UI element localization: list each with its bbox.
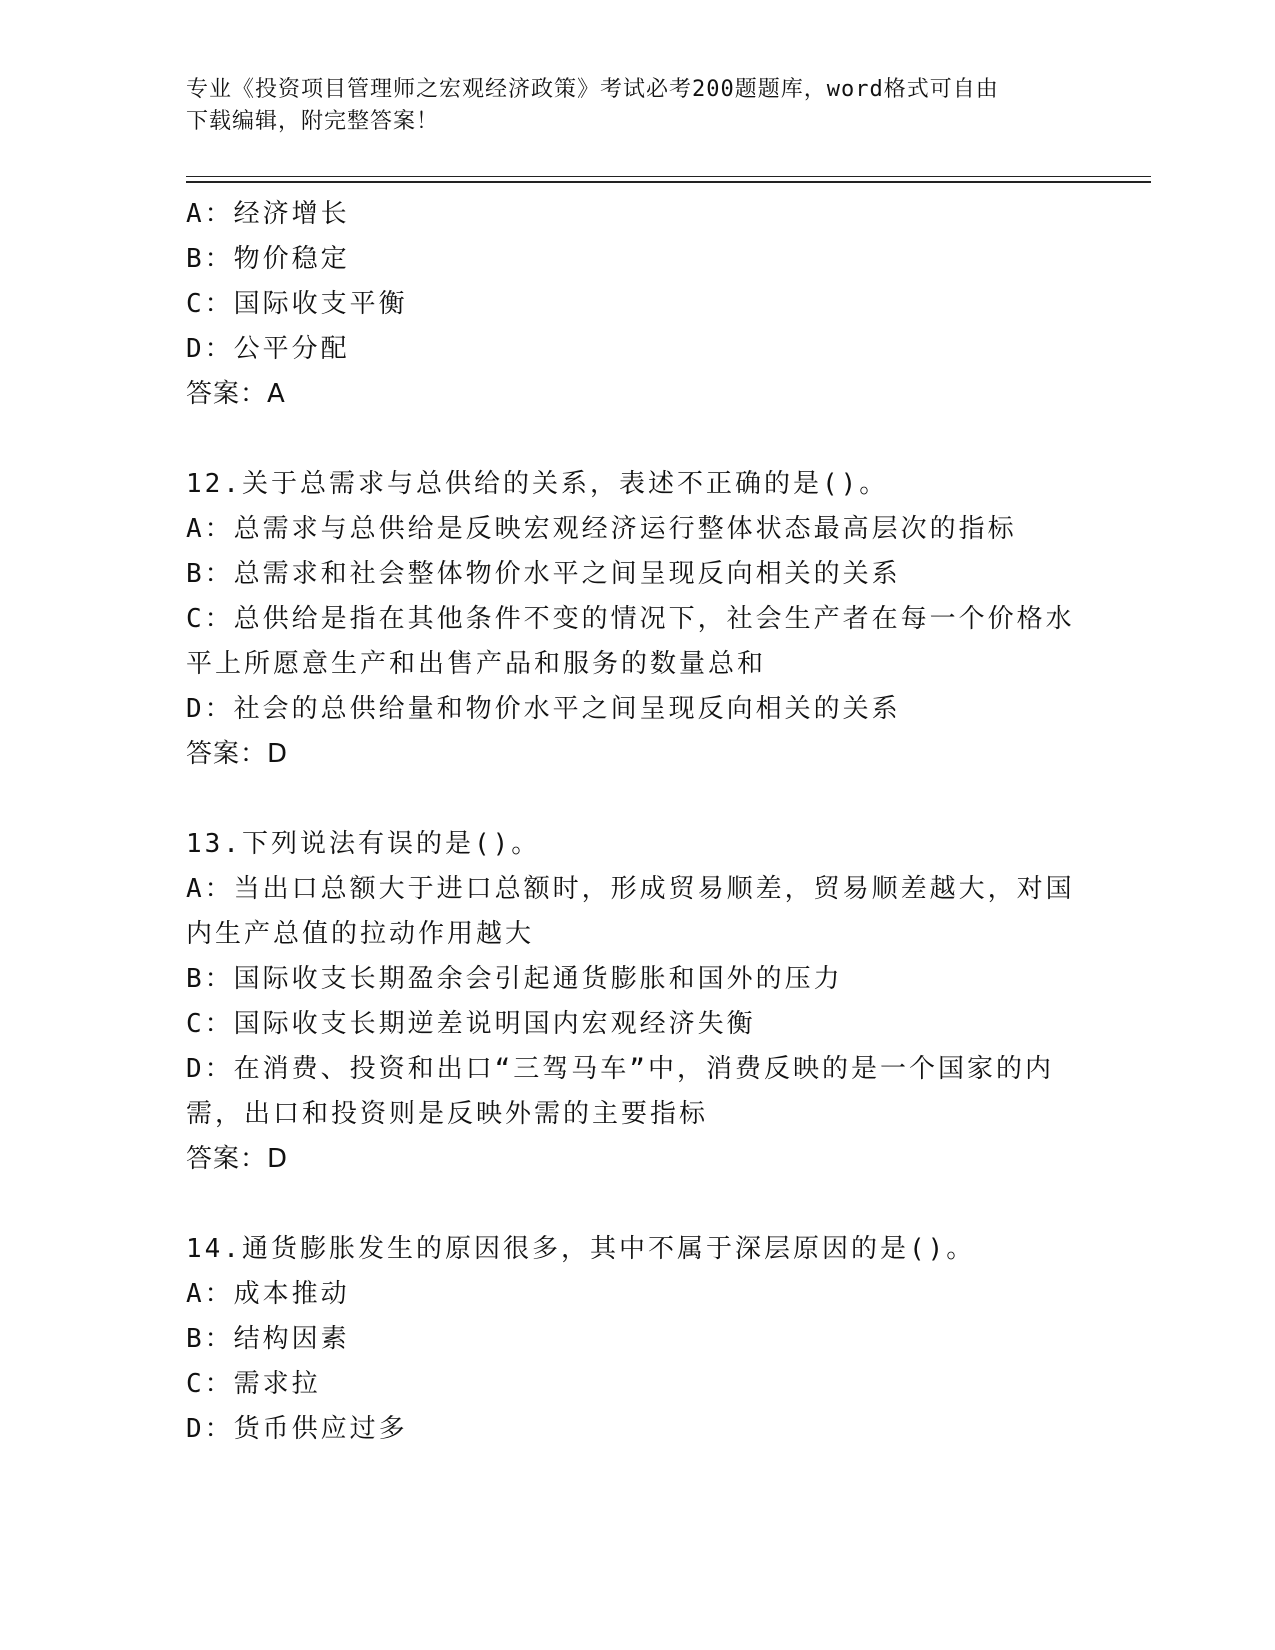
answer: 答案：D [186, 739, 289, 769]
option-a: A：总需求与总供给是反映宏观经济运行整体状态最高层次的指标 [186, 514, 1017, 544]
answer: 答案：D [186, 1144, 289, 1174]
option-c: C：国际收支长期逆差说明国内宏观经济失衡 [186, 1009, 756, 1039]
option-d: D：公平分配 [186, 334, 350, 364]
option-b: B：国际收支长期盈余会引起通货膨胀和国外的压力 [186, 964, 843, 994]
option-a-line-2: 内生产总值的拉动作用越大 [186, 919, 535, 949]
spacer [186, 1182, 1086, 1227]
option-d: D：货币供应过多 [186, 1414, 408, 1444]
answer: 答案：A [186, 379, 286, 409]
option-d-line-1: D：在消费、投资和出口“三驾马车”中，消费反映的是一个国家的内 [186, 1054, 1054, 1084]
option-b: B：总需求和社会整体物价水平之间呈现反向相关的关系 [186, 559, 901, 589]
document-header [186, 74, 1066, 138]
option-b: B：物价稳定 [186, 244, 350, 274]
option-c-line-2: 平上所愿意生产和出售产品和服务的数量总和 [186, 649, 767, 679]
question-block-13 [186, 822, 1086, 1182]
header-rule-thick [186, 181, 1151, 183]
header-rule-thin [186, 176, 1151, 177]
option-a-line-1: A：当出口总额大于进口总额时，形成贸易顺差，贸易顺差越大，对国 [186, 874, 1075, 904]
option-a: A：经济增长 [186, 199, 350, 229]
question-block-12 [186, 462, 1086, 777]
option-c: C：需求拉 [186, 1369, 321, 1399]
option-c: C：国际收支平衡 [186, 289, 408, 319]
spacer [186, 417, 1086, 462]
option-d-line-2: 需，出口和投资则是反映外需的主要指标 [186, 1099, 709, 1129]
option-d: D：社会的总供给量和物价水平之间呈现反向相关的关系 [186, 694, 901, 724]
header-title-line-2: 下载编辑，附完整答案！ [186, 109, 440, 134]
question-block-14 [186, 1227, 1086, 1452]
question-text: 13.下列说法有误的是()。 [186, 829, 541, 859]
option-c-line-1: C：总供给是指在其他条件不变的情况下，社会生产者在每一个价格水 [186, 604, 1075, 634]
question-content [186, 192, 1086, 1452]
question-text: 14.通货膨胀发生的原因很多，其中不属于深层原因的是()。 [186, 1234, 976, 1264]
option-a: A：成本推动 [186, 1279, 350, 1309]
question-block-11 [186, 192, 1086, 417]
header-title-line-1: 专业《投资项目管理师之宏观经济政策》考试必考200题题库，word格式可自由 [186, 77, 999, 102]
question-text: 12.关于总需求与总供给的关系，表述不正确的是()。 [186, 469, 889, 499]
spacer [186, 777, 1086, 822]
option-b: B：结构因素 [186, 1324, 350, 1354]
